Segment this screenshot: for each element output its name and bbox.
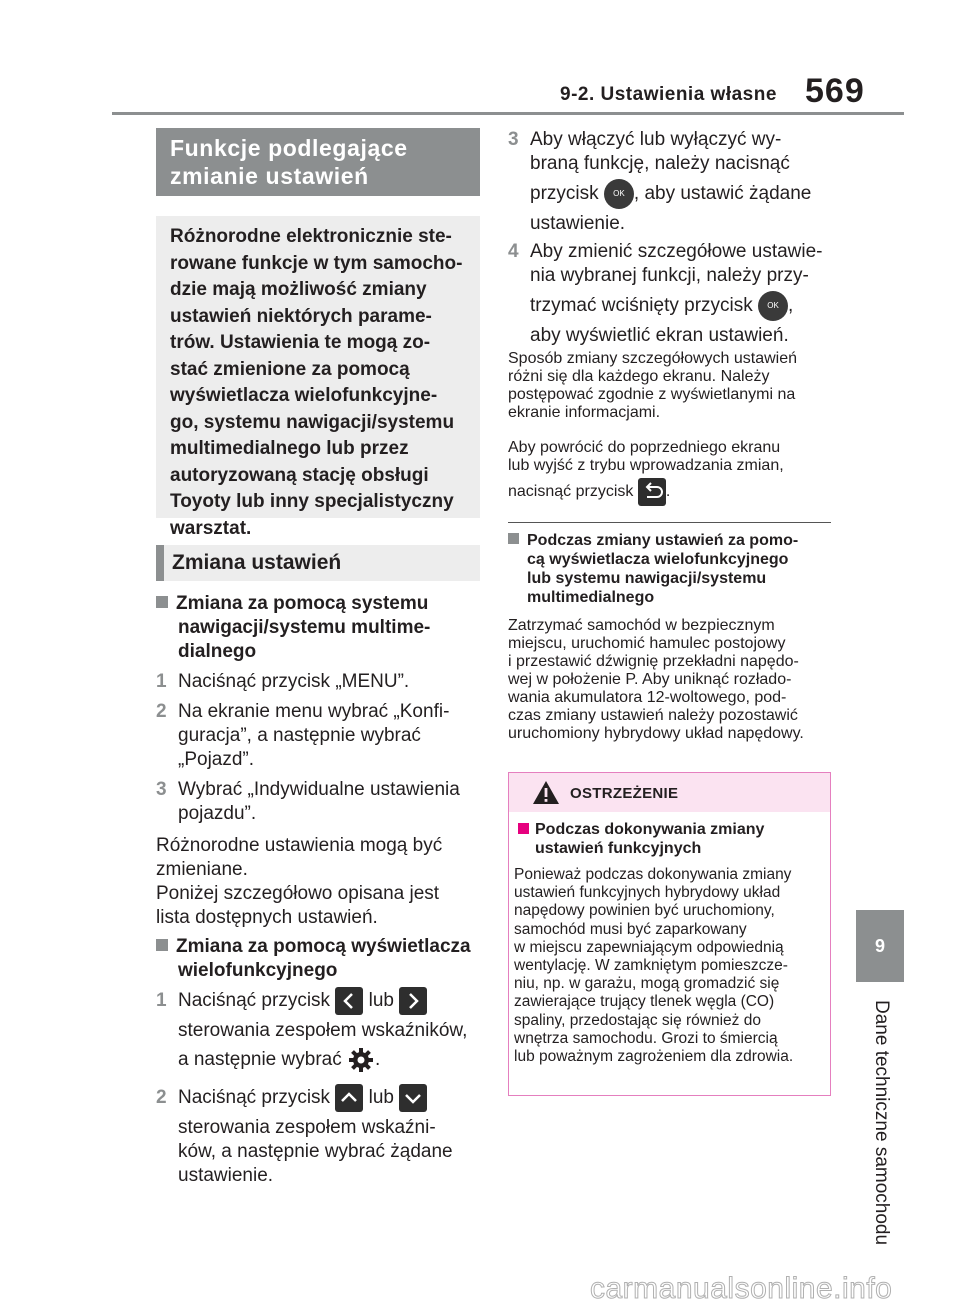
chevron-right-icon[interactable] bbox=[399, 987, 427, 1015]
back-icon[interactable] bbox=[638, 478, 666, 506]
body-paragraph: Różnorodne ustawienia mogą być zmieniane. Poniżej szczegółowo opisana jest lista dostępnych ustawień. bbox=[156, 835, 443, 928]
chapter-label bbox=[850, 1000, 910, 1246]
ok-button[interactable]: OK bbox=[758, 291, 788, 321]
warning-heading: Podczas dokonywania zmiany ustawień funkcyjnych bbox=[518, 820, 828, 858]
intro-line: autoryzowaną stację obsługi bbox=[170, 464, 429, 486]
step-1-nav: 1 Naciśnąć przycisk „MENU”. bbox=[156, 671, 410, 692]
step-4-ok: 4 Aby zmienić szczegółowe ustawie- nia wybranej funkcji, należy przy- trzymać wciśnięty przycisk OK , aby wyświetlić ekran ustawień. bbox=[508, 241, 823, 346]
chapter-tab[interactable] bbox=[856, 910, 904, 982]
intro-line: warsztat. bbox=[170, 517, 252, 539]
watermark: carmanualsonline.info bbox=[590, 1272, 893, 1305]
chevron-left-icon[interactable] bbox=[335, 987, 363, 1015]
chevron-up-icon[interactable] bbox=[335, 1084, 363, 1112]
note-back-paragraph: Aby powrócić do poprzedniego ekranu lub wyjść z trybu wprowadzania zmian, nacisnąć przycisk . bbox=[508, 439, 838, 509]
subheading: Zmiana ustawień bbox=[156, 545, 480, 581]
step-3-ok: 3 Aby włączyć lub wyłączyć wy- braną funkcję, należy nacisnąć przycisk OK , aby ustawić żądane ustawienie. bbox=[508, 129, 812, 234]
intro-line: go, systemu nawigacji/systemu bbox=[170, 411, 455, 433]
step-2-display: 2 Naciśnąć przycisk lub sterowania zespołem wskaźni- ków, a następnie wybrać żądane ustawienie. bbox=[156, 1082, 486, 1188]
intro-line: ustawień niektórych parame- bbox=[170, 305, 432, 327]
warning-triangle-icon bbox=[532, 780, 560, 810]
intro-line: Toyoty lub inny specjalistyczny bbox=[170, 491, 454, 512]
step-2-nav: 2 Na ekranie menu wybrać „Konfi- guracja”, a następnie wybrać „Pojazd”. bbox=[156, 701, 450, 770]
intro-box bbox=[156, 216, 480, 539]
square-bullet-icon bbox=[508, 533, 519, 544]
chapter-label-text: Dane techniczne samochodu bbox=[871, 1000, 892, 1246]
gear-icon[interactable] bbox=[347, 1046, 375, 1074]
section-title: 9-2. Ustawienia własne bbox=[560, 84, 777, 105]
page-number: 569 bbox=[805, 72, 865, 110]
section-heading-line: Funkcje podlegające bbox=[170, 135, 408, 161]
step-1-display: 1 Naciśnąć przycisk lub sterowania zespołem wskaźników, a następnie wybrać . bbox=[156, 985, 486, 1077]
warning-paragraph: Ponieważ podczas dokonywania zmiany ustawień funkcyjnych hybrydowy układ napędowy powinien być uruchomiony, samochód musi być zaparkowany w miejscu zapewniającym odpowiednią wentylację. W zamkniętym pomieszcze- niu, np. w garażu, mogą gromadzić się zawierające trujący tlenek węgla (CO) spaliny, przedostając się również do wnętrza samochodu. Grozi to śmiercią lub poważnym zagrożeniem dla zdrowia. bbox=[514, 866, 794, 1066]
chevron-down-icon[interactable] bbox=[399, 1084, 427, 1112]
section-heading-line: zmianie ustawień bbox=[170, 163, 369, 189]
info-paragraph: Zatrzymać samochód w bezpiecznym miejscu, uruchomić hamulec postojowy i przestawić dźwignię przekładni napędo- wej w położenie P. Aby uniknąć rozłado- wania akumulatora 12-woltowego, pod- czas zmiany ustawień należy pozostawić uruchomiony hybrydowy układ napędowy. bbox=[508, 617, 804, 742]
intro-line: Różnorodne elektronicznie ste- bbox=[170, 226, 452, 247]
method-heading-display: Zmiana za pomocą wyświetlacza wielofunkcyjnego bbox=[156, 935, 486, 983]
method-heading-navigation: Zmiana za pomocą systemu nawigacji/systemu multime- dialnego bbox=[156, 592, 486, 664]
intro-line: dzie mają możliwość zmiany bbox=[170, 279, 427, 300]
intro-line: multimedialnego lub przez bbox=[170, 438, 409, 459]
square-bullet-icon bbox=[156, 596, 168, 608]
step-3-nav: 3 Wybrać „Indywidualne ustawienia pojazdu”. bbox=[156, 779, 460, 824]
warning-title: OSTRZEŻENIE bbox=[570, 785, 679, 802]
square-bullet-icon bbox=[156, 939, 168, 951]
section-heading-box bbox=[156, 128, 480, 196]
note-paragraph: Sposób zmiany szczegółowych ustawień różni się dla każdego ekranu. Należy postępować zgodnie z wyświetlanymi na ekranie informacjami. bbox=[508, 350, 798, 421]
square-bullet-icon bbox=[518, 823, 529, 834]
ok-button[interactable]: OK bbox=[604, 179, 634, 209]
intro-line: trów. Ustawienia te mogą zo- bbox=[170, 332, 431, 353]
intro-line: rowane funkcje w tym samocho- bbox=[170, 252, 463, 274]
intro-line: wyświetlacza wielofunkcyjne- bbox=[170, 385, 438, 406]
chapter-number: 9 bbox=[874, 935, 885, 956]
intro-line: stać zmienione za pomocą bbox=[170, 358, 410, 380]
divider bbox=[508, 522, 831, 523]
header-divider bbox=[112, 112, 904, 115]
info-heading: Podczas zmiany ustawień za pomo- cą wyświetlacza wielofunkcyjnego lub systemu nawigacji/systemu multimedialnego bbox=[508, 531, 838, 607]
